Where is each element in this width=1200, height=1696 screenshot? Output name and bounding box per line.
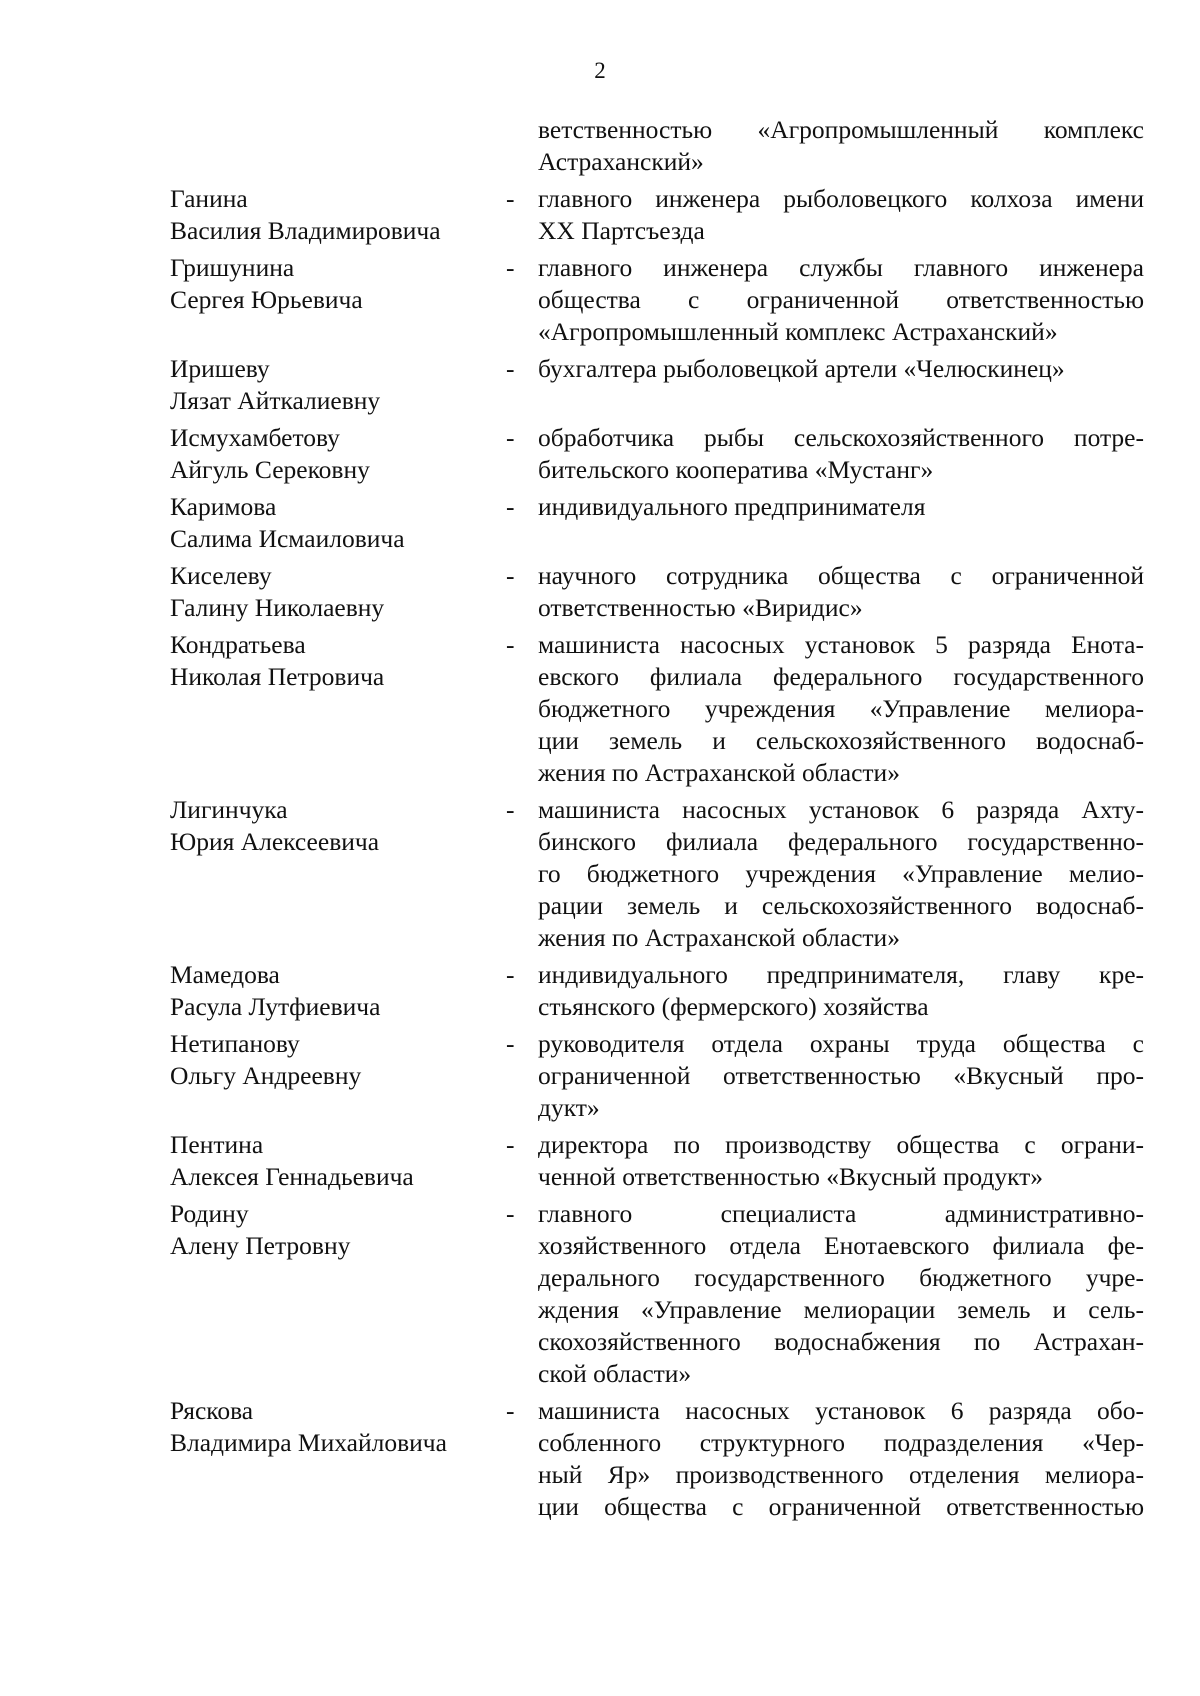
- name-line: Исмухамбетову: [170, 423, 340, 452]
- dash-separator: -: [506, 795, 515, 824]
- description-line: ответственностью «Виридис»: [538, 593, 863, 622]
- name-line: Владимира Михайловича: [170, 1428, 447, 1457]
- page-number: 2: [594, 58, 606, 83]
- description-line: бюджетного учреждения «Управление мелиора-: [538, 694, 1144, 723]
- dash-separator: -: [506, 561, 515, 590]
- dash-separator: -: [506, 253, 515, 282]
- description-line: главного инженера рыболовецкого колхоза имени: [538, 184, 1144, 213]
- description-line: жения по Астраханской области»: [538, 758, 900, 787]
- position-description: [538, 560, 1144, 624]
- position-description: [538, 794, 1144, 954]
- description-line: ции общества с ограниченной ответственностью: [538, 1492, 1144, 1521]
- position-description: [538, 252, 1144, 348]
- name-line: Василия Владимировича: [170, 216, 441, 245]
- position-description: [538, 959, 1144, 1023]
- description-line: машиниста насосных установок 5 разряда Енота-: [538, 630, 1144, 659]
- person-name: [170, 629, 510, 693]
- dash-separator: -: [506, 1199, 515, 1228]
- name-line: Ольгу Андреевну: [170, 1061, 362, 1090]
- dash-separator: -: [506, 184, 515, 213]
- position-description: [538, 422, 1144, 486]
- description-line: евского филиала федерального государственного: [538, 662, 1144, 691]
- description-line: хозяйственного отдела Енотаевского филиала фе-: [538, 1231, 1144, 1260]
- dash-separator: -: [506, 423, 515, 452]
- person-name: [170, 491, 510, 555]
- person-name: [170, 1028, 510, 1092]
- position-description: [538, 629, 1144, 789]
- name-line: Нетипанову: [170, 1029, 300, 1058]
- description-line: машиниста насосных установок 6 разряда обо-: [538, 1396, 1144, 1425]
- description-line: ской области»: [538, 1359, 692, 1388]
- position-description: [538, 491, 1144, 523]
- name-line: Сергея Юрьевича: [170, 285, 363, 314]
- position-description: [538, 1129, 1144, 1193]
- position-description: [538, 353, 1144, 385]
- person-name: [170, 794, 510, 858]
- name-line: Ряскова: [170, 1396, 254, 1425]
- dash-separator: -: [506, 1130, 515, 1159]
- name-line: Лигинчука: [170, 795, 288, 824]
- description-line: главного инженера службы главного инженера: [538, 253, 1144, 282]
- dash-separator: -: [506, 1029, 515, 1058]
- dash-separator: [506, 114, 526, 146]
- description-line: директора по производству общества с ограни-: [538, 1130, 1144, 1159]
- description-line: бухгалтера рыболовецкой артели «Челюскинец»: [538, 354, 1065, 383]
- description-line: стьянского (фермерского) хозяйства: [538, 992, 929, 1021]
- name-line: Киселеву: [170, 561, 272, 590]
- description-line: ции земель и сельскохозяйственного водоснаб-: [538, 726, 1144, 755]
- description-line: машиниста насосных установок 6 разряда Ахту-: [538, 795, 1144, 824]
- description-line: индивидуального предпринимателя: [538, 492, 926, 521]
- description-line: обработчика рыбы сельскохозяйственного потре-: [538, 423, 1144, 452]
- name-line: Николая Петровича: [170, 662, 385, 691]
- person-name: [170, 1129, 510, 1193]
- name-line: Алену Петровну: [170, 1231, 351, 1260]
- name-line: Салима Исмаиловича: [170, 524, 405, 553]
- name-line: Галину Николаевну: [170, 593, 385, 622]
- name-line: Иришеву: [170, 354, 270, 383]
- description-line: собленного структурного подразделения «Чер-: [538, 1428, 1144, 1457]
- dash-separator: -: [506, 1396, 515, 1425]
- description-line: научного сотрудника общества с ограниченной: [538, 561, 1144, 590]
- description-line: «Агропромышленный комплекс Астраханский»: [538, 317, 1058, 346]
- person-name: [170, 1395, 510, 1459]
- name-line: Пентина: [170, 1130, 264, 1159]
- description-line: бинского филиала федерального государственно-: [538, 827, 1144, 856]
- position-description: [538, 1198, 1144, 1390]
- description-line: общества с ограниченной ответственностью: [538, 285, 1144, 314]
- person-name: [170, 252, 510, 316]
- name-line: Юрия Алексеевича: [170, 827, 380, 856]
- position-description: [538, 183, 1144, 247]
- dash-separator: -: [506, 960, 515, 989]
- description-line: ветственностью «Агропромышленный комплекс: [538, 115, 1144, 144]
- name-line: Расула Лутфиевича: [170, 992, 381, 1021]
- description-line: бительского кооператива «Мустанг»: [538, 455, 934, 484]
- name-line: Ганина: [170, 184, 248, 213]
- description-line: дерального государственного бюджетного учре-: [538, 1263, 1144, 1292]
- dash-separator: -: [506, 492, 515, 521]
- name-line: Родину: [170, 1199, 249, 1228]
- description-line: XX Партсъезда: [538, 216, 705, 245]
- name-line: Кондратьева: [170, 630, 306, 659]
- person-name: [170, 959, 510, 1023]
- name-line: Каримова: [170, 492, 277, 521]
- description-line: дукт»: [538, 1093, 600, 1122]
- description-line: скохозяйственного водоснабжения по Астрахан-: [538, 1327, 1144, 1356]
- position-description: [538, 1395, 1144, 1523]
- name-line: Гришунина: [170, 253, 295, 282]
- person-name: [170, 560, 510, 624]
- position-description: [538, 114, 1144, 178]
- description-line: ограниченной ответственностью «Вкусный про-: [538, 1061, 1144, 1090]
- description-line: главного специалиста административно-: [538, 1199, 1144, 1228]
- description-line: ный Яр» производственного отделения мелиора-: [538, 1460, 1144, 1489]
- name-line: Мамедова: [170, 960, 280, 989]
- name-line: Алексея Геннадьевича: [170, 1162, 414, 1191]
- dash-separator: -: [506, 354, 515, 383]
- description-line: руководителя отдела охраны труда общества с: [538, 1029, 1144, 1058]
- description-line: Астраханский»: [538, 147, 704, 176]
- position-description: [538, 1028, 1144, 1124]
- description-line: рации земель и сельскохозяйственного водоснаб-: [538, 891, 1144, 920]
- description-line: ждения «Управление мелиорации земель и сель-: [538, 1295, 1144, 1324]
- description-line: жения по Астраханской области»: [538, 923, 900, 952]
- person-name: [170, 353, 510, 417]
- description-line: ченной ответственностью «Вкусный продукт»: [538, 1162, 1044, 1191]
- dash-separator: -: [506, 630, 515, 659]
- person-name: [170, 422, 510, 486]
- description-line: го бюджетного учреждения «Управление мелио-: [538, 859, 1144, 888]
- person-name: [170, 183, 510, 247]
- person-name: [170, 1198, 510, 1262]
- description-line: индивидуального предпринимателя, главу кре-: [538, 960, 1144, 989]
- name-line: Лязат Айткалиевну: [170, 386, 381, 415]
- name-line: Айгуль Серековну: [170, 455, 370, 484]
